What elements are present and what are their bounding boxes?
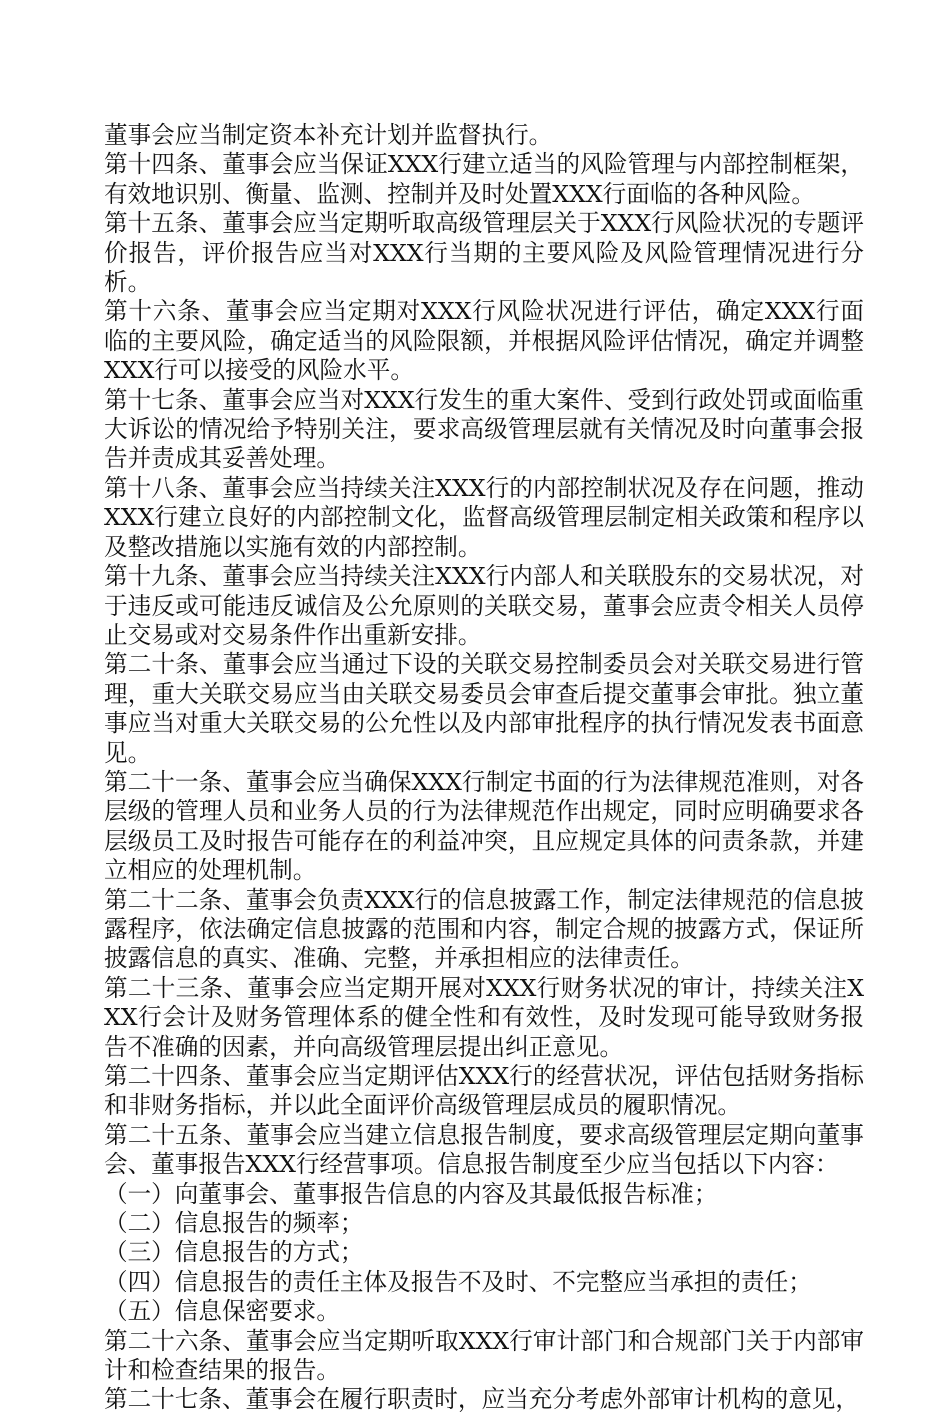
list-item-1: （一）向董事会、董事报告信息的内容及其最低报告标准； (104, 1179, 718, 1208)
article-21: 第二十一条、董事会应当确保XXX行制定书面的行为法律规范准则，对各层级的管理人员和业务人员的行为法律规范作出规定，同时应明确要求各层级员工及时报告可能存在的利益冲突，且应规定具体的问责条款，并建立相应的处理机制。 (104, 767, 864, 885)
article-17: 第十七条、董事会应当对XXX行发生的重大案件、受到行政处罚或面临重大诉讼的情况给予特别关注，要求高级管理层就有关情况及时向董事会报告并责成其妥善处理。 (104, 385, 864, 473)
list-item-3: （三）信息报告的方式； (104, 1238, 364, 1267)
article-20: 第二十条、董事会应当通过下设的关联交易控制委员会对关联交易进行管理，重大关联交易应当由关联交易委员会审查后提交董事会审批。独立董事应当对重大关联交易的公允性以及内部审批程序的执行情况发表书面意见。 (104, 650, 864, 767)
article-18: 第十八条、董事会应当持续关注XXX行的内部控制状况及存在问题，推动XXX行建立良好的内部控制文化，监督高级管理层制定相关政策和程序以及整改措施以实施有效的内部控制。 (104, 473, 864, 561)
article-26: 第二十六条、董事会应当定期听取XXX行审计部门和合规部门关于内部审计和检查结果的报告。 (104, 1326, 864, 1385)
article-16: 第十六条、董事会应当定期对XXX行风险状况进行评估，确定XXX行面临的主要风险，确定适当的风险限额，并根据风险评估情况，确定并调整XXX行可以接受的风险水平。 (104, 297, 864, 385)
article-15: 第十五条、董事会应当定期听取高级管理层关于XXX行风险状况的专题评价报告，评价报告应当对XXX行当期的主要风险及风险管理情况进行分析。 (104, 209, 864, 297)
article-25: 第二十五条、董事会应当建立信息报告制度，要求高级管理层定期向董事会、董事报告XXX行经营事项。信息报告制度至少应当包括以下内容： (104, 1120, 864, 1179)
article-23: 第二十三条、董事会应当定期开展对XXX行财务状况的审计，持续关注XXX行会计及财务管理体系的健全性和有效性，及时发现可能导致财务报告不准确的因素，并向高级管理层提出纠正意见。 (104, 973, 864, 1061)
document-body (104, 121, 864, 1415)
paragraph-capital-plan: 董事会应当制定资本补充计划并监督执行。 (104, 121, 553, 149)
list-item-5: （五）信息保密要求。 (104, 1297, 340, 1326)
article-27: 第二十七条、董事会在履行职责时，应当充分考虑外部审计机构的意见， (104, 1385, 859, 1414)
article-19: 第十九条、董事会应当持续关注XXX行内部人和关联股东的交易状况，对于违反或可能违反诚信及公允原则的关联交易，董事会应责令相关人员停止交易或对交易条件作出重新安排。 (104, 562, 864, 649)
article-22: 第二十二条、董事会负责XXX行的信息披露工作，制定法律规范的信息披露程序，依法确定信息披露的范围和内容，制定合规的披露方式，保证所披露信息的真实、准确、完整，并承担相应的法律责任。 (104, 885, 864, 973)
list-item-2: （二）信息报告的频率； (104, 1209, 364, 1238)
article-24: 第二十四条、董事会应当定期评估XXX行的经营状况，评估包括财务指标和非财务指标，并以此全面评价高级管理层成员的履职情况。 (104, 1062, 864, 1120)
article-14: 第十四条、董事会应当保证XXX行建立适当的风险管理与内部控制框架，有效地识别、衡量、监测、控制并及时处置XXX行面临的各种风险。 (104, 150, 864, 208)
list-item-4: （四）信息报告的责任主体及报告不及时、不完整应当承担的责任； (104, 1267, 812, 1296)
